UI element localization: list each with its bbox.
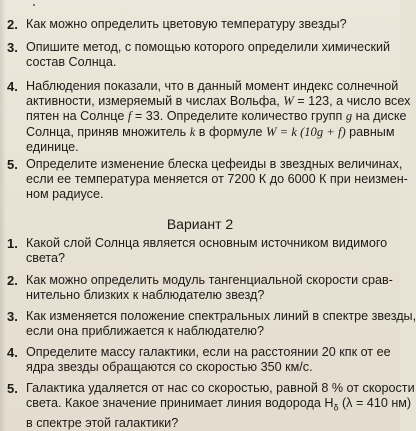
question-text [26, 79, 411, 155]
text-line: Галактика удаляется от нас со скоростью, равной 8 % от скорости [26, 381, 415, 395]
question-text [26, 40, 394, 70]
question-number: 2. [7, 273, 18, 288]
question-number: 3. [7, 309, 18, 324]
question-text [26, 381, 415, 431]
variant-2-heading: Вариант 2 [166, 216, 234, 232]
text-line: Определите массу галактики, если на расстоянии 20 кпк от ее [26, 345, 391, 359]
text-fragment: пятен на Солнце [26, 109, 128, 124]
text-line: Определите изменение блеска цефеиды в звездных величинах, [26, 157, 403, 171]
text-line: состав Солнца. [26, 55, 117, 70]
question-number: 2. [7, 17, 18, 32]
text-fragment: Солнца, приняв множитель [26, 124, 190, 139]
question-text [26, 157, 408, 203]
question-number: 4. [7, 79, 18, 94]
question-text [26, 345, 394, 375]
text-line: единице. [26, 139, 79, 154]
text-fragment: активности, измеряемый в числах Вольфа, [26, 94, 284, 109]
text-fragment: в формуле [195, 124, 267, 139]
question-text [26, 273, 394, 303]
text-line: света? [26, 251, 66, 266]
var-g: g [345, 109, 353, 124]
hydrogen-symbol: H [324, 396, 334, 411]
question-text [26, 236, 394, 266]
text-line [26, 125, 394, 140]
text-line: если ее температура меняется от 7200 К до 6000 К при неизмен- [26, 172, 408, 187]
question-number: 3. [7, 40, 18, 55]
text-line: Какой слой Солнца является основным источником видимого [26, 236, 388, 250]
text-line: ном радиусе. [26, 187, 104, 202]
question-text [26, 17, 394, 32]
text-fragment: = 33. Определите количество групп [131, 109, 346, 124]
text-line: Опишите метод, с помощью которого определили химический [26, 40, 391, 54]
formula: W = k (10g + f) [266, 124, 346, 139]
text-line: Как можно определить цветовую температуру звезды? [26, 17, 347, 31]
text-fragment: равным [345, 124, 395, 139]
question-number: 4. [7, 345, 18, 360]
text-line: ядра звезды обращаются со скоростью 350 км/с. [26, 360, 313, 375]
text-line: если она приближается к наблюдателю? [26, 324, 265, 339]
text-line: нительно близких к наблюдателю звезд? [26, 288, 265, 303]
text-fragment: (λ = 410 нм) [338, 396, 412, 411]
text-fragment: света. Какое значение принимает линия водорода [26, 396, 325, 411]
text-line [26, 109, 407, 124]
question-number: 5. [7, 157, 18, 172]
question-number: 5. [7, 381, 18, 396]
var-w: W [283, 94, 294, 109]
text-line: Как можно определить модуль тангенциальной скорости срав- [26, 273, 393, 287]
text-line: Как изменяется положение спектральных линий в спектре звезды, [26, 309, 416, 323]
text-line [26, 94, 411, 109]
text-line: в спектре этой галактики? [26, 415, 179, 430]
print-speck [33, 4, 35, 6]
text-fragment: на диске [352, 109, 407, 124]
var-k: k [189, 124, 196, 139]
hydrogen-subscript: δ [333, 402, 339, 413]
text-line [26, 396, 412, 416]
text-line: Наблюдения показали, что в данный момент индекс солнечной [26, 79, 399, 93]
question-number: 1. [7, 236, 18, 251]
question-text [26, 309, 416, 339]
var-f: f [127, 109, 132, 124]
text-fragment: = 123, а число всех [293, 94, 411, 109]
